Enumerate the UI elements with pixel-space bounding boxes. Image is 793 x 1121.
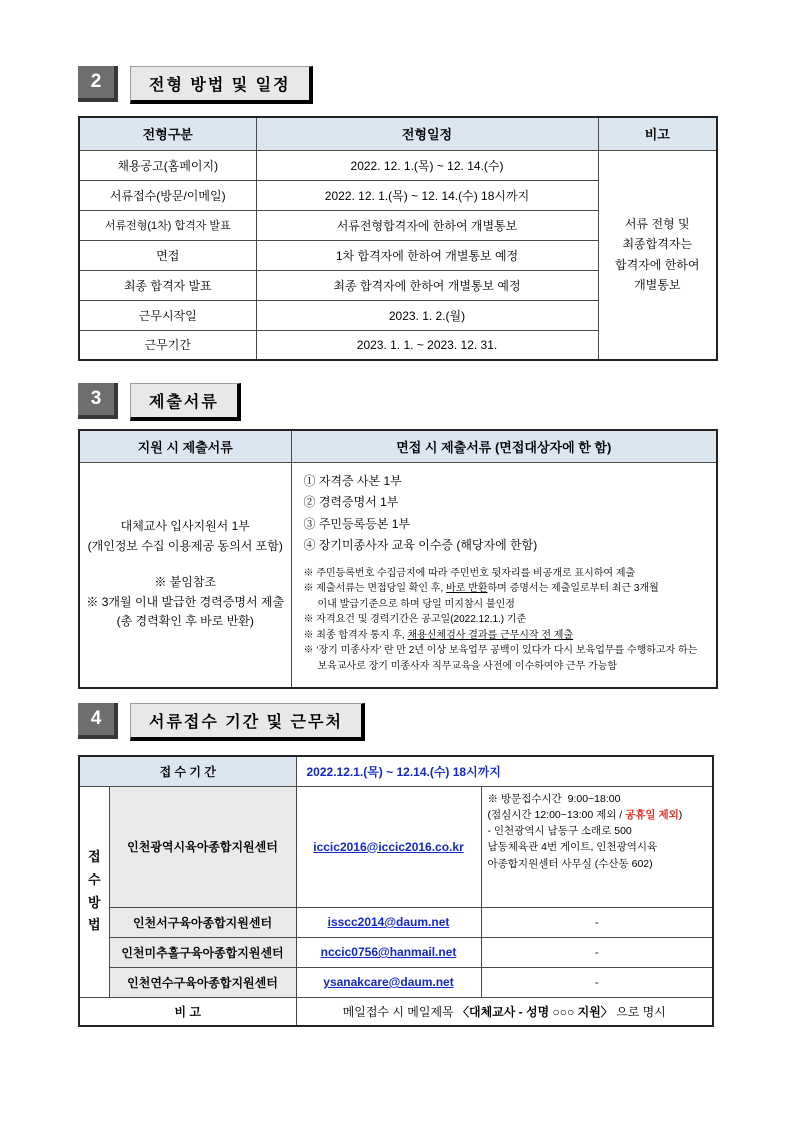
table-row — [79, 150, 717, 180]
center-name: 인천서구육아종합지원센터 — [109, 907, 296, 937]
schedule-header-row — [79, 117, 717, 150]
schedule-row-label: 근무기간 — [79, 330, 256, 360]
schedule-row-label: 서류접수(방문/이메일) — [79, 180, 256, 210]
remark-text: 으로 명시 — [612, 1004, 666, 1019]
schedule-row-value: 1차 합격자에 한하여 개별통보 예정 — [256, 240, 598, 270]
note-line-continued: 이내 발급기준으로 하며 당일 미지참시 불인정 — [317, 598, 515, 610]
center-email-cell — [296, 907, 481, 937]
center-detail: - — [481, 937, 713, 967]
interview-item: ③ 주민등록등본 1부 — [303, 516, 410, 531]
interview-documents-cell — [291, 462, 717, 688]
apply-note: ※ 3개월 이내 발급한 경력증명서 제출 — [86, 594, 285, 609]
visit-line — [488, 807, 707, 823]
note-text: ※ 제출서류는 면접당일 확인 후, — [303, 583, 447, 595]
note-line: ※ 자격요건 및 경력기간은 공고일(2022.12.1.) 기준 — [303, 614, 527, 626]
note-underlined-text: 채용신체검사 결과를 근무시작 전 제출 — [407, 629, 574, 641]
note-text: ※ 최종 합격자 통지 후, — [303, 629, 408, 641]
center-name: 인천연수구육아종합지원센터 — [109, 967, 296, 997]
note-line — [304, 628, 705, 644]
interview-item: ④ 장기미종사자 교육 이수증 (해당자에 한함) — [303, 538, 538, 553]
documents-body-row — [79, 462, 717, 688]
visit-text: ) — [678, 808, 683, 821]
center-email-cell — [296, 937, 481, 967]
schedule-row-value: 2022. 12. 1.(목) ~ 12. 14.(수) — [256, 150, 598, 180]
schedule-row-value: 2022. 12. 1.(목) ~ 12. 14.(수) 18시까지 — [256, 180, 598, 210]
center-name: 인천광역시육아종합지원센터 — [109, 786, 296, 907]
section-4-title: 서류접수 기간 및 근무처 — [130, 703, 365, 741]
reception-center-row — [79, 967, 713, 997]
schedule-row-label: 면접 — [79, 240, 256, 270]
method-char: 방 — [87, 894, 101, 910]
visit-info-cell — [481, 786, 713, 907]
visit-line: 남동체육관 4번 게이트, 인천광역시육 — [487, 841, 658, 854]
visit-line: - 인천광역시 남동구 소래로 500 — [487, 825, 632, 838]
note-text: 하며 증명서는 제출일로부터 최근 3개월 — [487, 583, 659, 595]
remark-text: ○○○ — [549, 1004, 578, 1019]
schedule-row-value: 2023. 1. 1. ~ 2023. 12. 31. — [256, 330, 598, 360]
reception-table — [78, 755, 714, 1027]
schedule-table — [78, 116, 718, 361]
schedule-row-label: 최종 합격자 발표 — [79, 270, 256, 300]
reception-method-label — [79, 786, 109, 997]
visit-line: 아종합지원센터 사무실 (수산동 602) — [487, 857, 653, 870]
remark-value — [296, 997, 713, 1026]
schedule-header-category: 전형구분 — [79, 117, 256, 150]
method-char: 법 — [87, 917, 101, 933]
note-line: ※ ‘장기 미종사자’ 란 만 2년 이상 보육업무 공백이 있다가 다시 보육업무를 수행하고자 하는 — [303, 645, 698, 657]
reception-period-row — [79, 756, 713, 786]
visit-text: (점심시간 12:00~13:00 제외 / — [487, 808, 626, 821]
reception-remark-row — [79, 997, 713, 1026]
spacer — [80, 557, 291, 573]
documents-header-row — [79, 430, 717, 462]
center-email-cell — [296, 786, 481, 907]
apply-documents-cell — [79, 462, 291, 688]
schedule-header-schedule: 전형일정 — [256, 117, 598, 150]
schedule-row-label: 채용공고(홈페이지) — [79, 150, 256, 180]
remark-bold-text: 〈대체교사 - 성명 — [456, 1004, 550, 1019]
center-email-cell — [296, 967, 481, 997]
schedule-note-line: 최종합격자는 — [622, 237, 693, 252]
reception-center-row — [79, 937, 713, 967]
interview-items — [304, 471, 705, 557]
method-char: 수 — [87, 871, 101, 887]
apply-line: (개인정보 수집 이용제공 동의서 포함) — [87, 539, 283, 554]
note-line: ※ 주민등록번호 수집금지에 따라 주민번호 뒷자리를 비공개로 표시하여 제출 — [303, 567, 636, 579]
note-line-continued: 보육교사로 장기 미종사자 직무교육을 사전에 이수하여야 근무 가능함 — [317, 660, 618, 672]
schedule-note-line: 개별통보 — [634, 278, 681, 293]
interview-item: ② 경력증명서 1부 — [303, 495, 399, 510]
remark-text: 메일접수 시 메일제목 — [342, 1004, 457, 1019]
schedule-row-value: 최종 합격자에 한하여 개별통보 예정 — [256, 270, 598, 300]
reception-center-row — [79, 786, 713, 907]
schedule-note-line: 서류 전형 및 — [624, 216, 690, 231]
section-3-header — [78, 383, 241, 421]
schedule-header-note: 비고 — [598, 117, 717, 150]
center-name: 인천미추홀구육아종합지원센터 — [109, 937, 296, 967]
reception-period-label: 접 수 기 간 — [79, 756, 296, 786]
email-link[interactable]: iccic2016@iccic2016.co.kr — [313, 839, 464, 854]
section-3-number: 3 — [78, 383, 118, 419]
email-link[interactable]: nccic0756@hanmail.net — [320, 945, 457, 959]
schedule-row-value: 2023. 1. 2.(월) — [256, 300, 598, 330]
section-2-header — [78, 66, 313, 104]
interview-item: ① 자격증 사본 1부 — [303, 473, 402, 488]
holiday-excluded-text: 공휴일 제외 — [625, 808, 679, 821]
interview-notes — [304, 566, 705, 675]
email-link[interactable]: isscc2014@daum.net — [327, 915, 450, 929]
email-link[interactable]: ysanakcare@daum.net — [323, 975, 454, 989]
schedule-row-label: 서류전형(1차) 합격자 발표 — [79, 210, 256, 240]
apply-note: ※ 붙임참조 — [154, 574, 217, 589]
schedule-row-value: 서류전형합격자에 한하여 개별통보 — [256, 210, 598, 240]
method-char: 접 — [87, 849, 101, 864]
note-underlined-text: 바로 반환 — [446, 583, 488, 595]
documents-header-interview: 면접 시 제출서류 (면접대상자에 한 함) — [291, 430, 717, 462]
schedule-row-label: 근무시작일 — [79, 300, 256, 330]
apply-line: 대체교사 입사지원서 1부 — [120, 519, 250, 534]
documents-table — [78, 429, 718, 689]
schedule-note-line: 합격자에 한하여 — [615, 257, 700, 272]
documents-header-apply: 지원 시 제출서류 — [79, 430, 291, 462]
note-line — [304, 581, 705, 597]
section-4-number: 4 — [78, 703, 118, 739]
center-detail: - — [481, 967, 713, 997]
section-2-title: 전형 방법 및 일정 — [130, 66, 313, 104]
section-3-title: 제출서류 — [130, 383, 241, 421]
section-4-header — [78, 703, 365, 741]
schedule-note-cell — [598, 150, 717, 360]
visit-line: ※ 방문접수시간 9:00~18:00 — [487, 792, 621, 805]
reception-center-row — [79, 907, 713, 937]
reception-period-value: 2022.12.1.(목) ~ 12.14.(수) 18시까지 — [296, 756, 713, 786]
apply-note: (총 경력확인 후 바로 반환) — [116, 614, 254, 629]
center-detail: - — [481, 907, 713, 937]
remark-bold-text: 지원〉 — [577, 1004, 613, 1019]
section-2-number: 2 — [78, 66, 118, 102]
remark-label: 비 고 — [79, 997, 296, 1026]
